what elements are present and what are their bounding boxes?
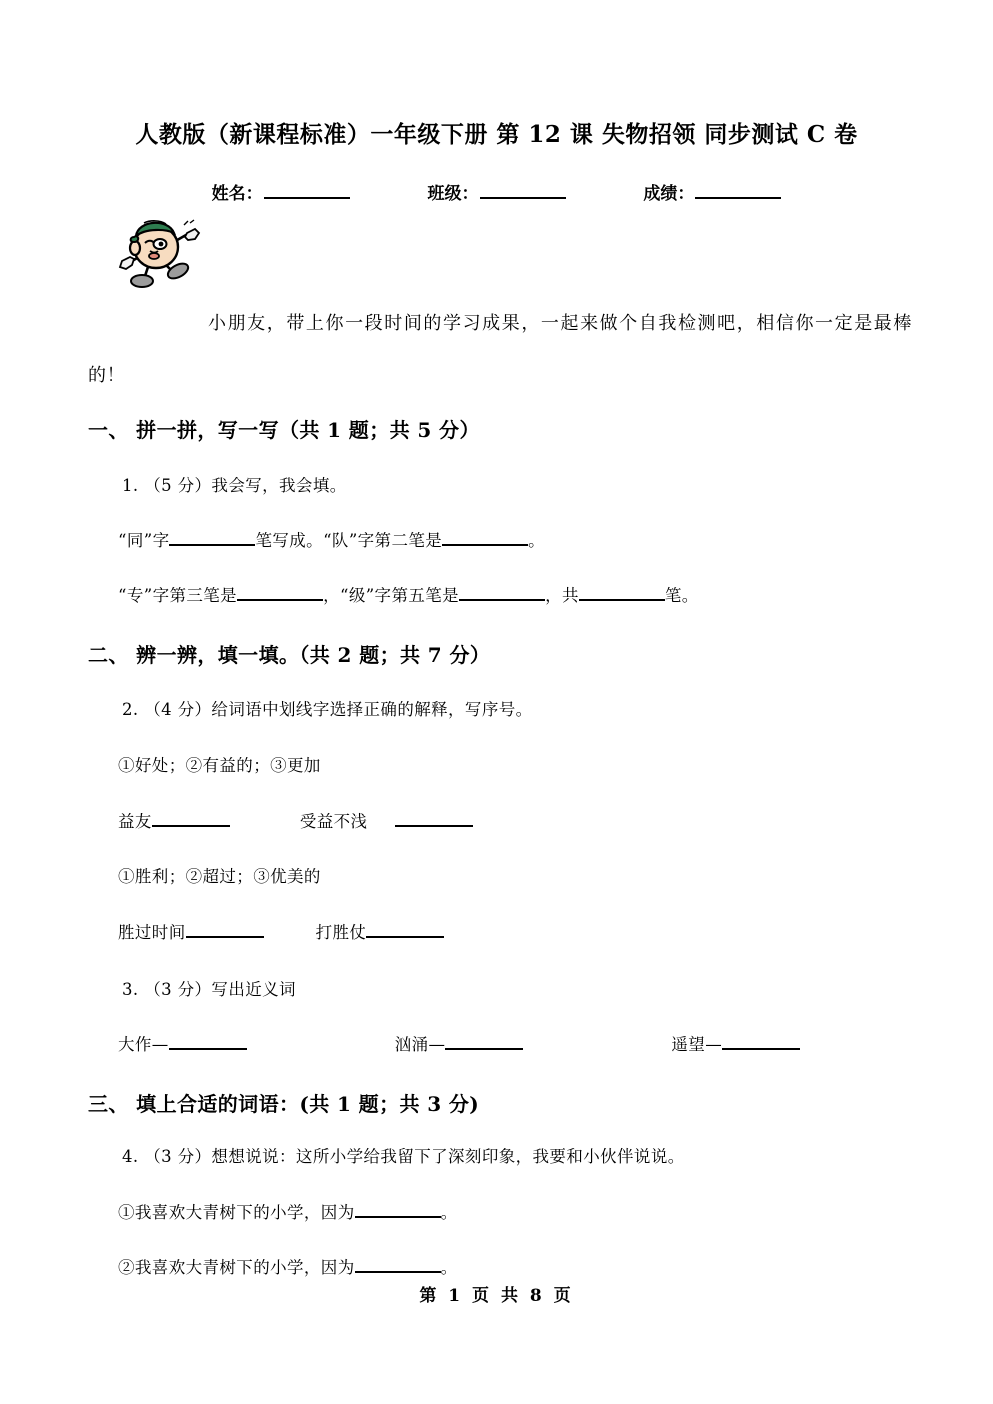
- question-2-choices-1: ①好处；②有益的；③更加: [118, 756, 321, 775]
- q2-item1-left-label: 益友: [118, 812, 152, 831]
- q1-l2-part-c: ，共: [545, 586, 579, 605]
- q2-item2-right-blank[interactable]: [366, 921, 444, 938]
- student-score-label: 成绩：: [643, 184, 695, 204]
- q1-l1-part-c: 。: [528, 531, 546, 550]
- student-class-blank[interactable]: [480, 180, 566, 199]
- q1-l2-part-a: “专”字第三笔是: [118, 586, 238, 605]
- q3-synonym-2-blank[interactable]: [445, 1033, 523, 1050]
- question-4-line-2: [118, 1254, 458, 1278]
- question-2-choices-2: ①胜利；②超过；③优美的: [118, 867, 321, 886]
- q2-item2-left-label: 胜过时间: [118, 923, 186, 942]
- q4-l2-period: 。: [440, 1258, 458, 1277]
- student-class-field[interactable]: [428, 180, 566, 207]
- question-2-items-2: [118, 919, 444, 943]
- question-1-stem: 1. （5 分）我会写，我会填。: [122, 476, 347, 495]
- q4-l1-period: 。: [440, 1203, 458, 1222]
- q1-l2-part-b: ，“级”字第五笔是: [323, 586, 460, 605]
- q4-l2-blank[interactable]: [355, 1256, 441, 1273]
- q2-item2-right-label: 打胜仗: [315, 923, 367, 942]
- q1-l2-blank-1[interactable]: [237, 584, 323, 601]
- student-class-label: 班级：: [427, 184, 479, 204]
- q1-l2-part-d: 笔。: [664, 586, 699, 605]
- q2-item1-right-blank[interactable]: [395, 810, 473, 827]
- student-score-blank[interactable]: [695, 180, 781, 199]
- identity-row: [0, 180, 993, 207]
- section-heading-1: 一、 拼一拼，写一写（共 1 题；共 5 分）: [88, 418, 480, 442]
- question-2-items-1: [118, 808, 473, 832]
- section-heading-2: 二、 辨一辨，填一填。（共 2 题；共 7 分）: [88, 643, 491, 667]
- student-score-field[interactable]: [643, 180, 781, 207]
- student-name-label: 姓名：: [211, 184, 263, 204]
- question-1-line-2: [118, 582, 699, 606]
- page-title: 人教版（新课程标准）一年级下册 第 12 课 失物招领 同步测试 C 卷: [135, 121, 858, 148]
- page-footer: 第 1 页 共 8 页: [419, 1286, 574, 1306]
- intro-paragraph: 小朋友，带上你一段时间的学习成果，一起来做个自我检测吧，相信你一定是最棒的！: [88, 313, 912, 386]
- cartoon-boy-illustration: [112, 209, 204, 291]
- student-name-field[interactable]: [212, 180, 350, 207]
- q1-l1-blank-1[interactable]: [169, 529, 255, 546]
- question-3-stem: 3. （3 分）写出近义词: [122, 980, 296, 999]
- q1-l1-part-a: “同”字: [118, 531, 170, 550]
- q2-item2-left-blank[interactable]: [186, 921, 264, 938]
- q1-l1-part-b: 笔写成。“队”字第二笔是: [255, 531, 443, 550]
- q2-item1-right-label: 受益不浅: [299, 812, 368, 831]
- question-4-line-1: [118, 1199, 458, 1223]
- question-1-line-1: [118, 527, 545, 551]
- q1-l2-blank-2[interactable]: [459, 584, 545, 601]
- q3-synonym-1-blank[interactable]: [169, 1033, 247, 1050]
- question-4-stem: 4. （3 分）想想说说：这所小学给我留下了深刻印象，我要和小伙伴说说。: [122, 1147, 685, 1166]
- q2-item1-left-blank[interactable]: [152, 810, 230, 827]
- student-name-blank[interactable]: [264, 180, 350, 199]
- q1-l1-blank-2[interactable]: [442, 529, 528, 546]
- question-3-synonyms: [118, 1031, 800, 1055]
- q4-l2-label: ②我喜欢大青树下的小学，因为: [118, 1258, 355, 1277]
- q4-l1-label: ①我喜欢大青树下的小学，因为: [118, 1203, 355, 1222]
- q3-synonym-3-blank[interactable]: [722, 1033, 800, 1050]
- q1-l2-blank-3[interactable]: [579, 584, 665, 601]
- question-2-stem: 2. （4 分）给词语中划线字选择正确的解释，写序号。: [122, 700, 533, 719]
- q3-synonym-3-label: 遥望—: [671, 1035, 723, 1054]
- q3-synonym-2-label: 汹涌—: [394, 1035, 446, 1054]
- section-heading-3: 三、 填上合适的词语：(共 1 题；共 3 分): [88, 1092, 480, 1116]
- q3-synonym-1-label: 大作—: [118, 1035, 169, 1054]
- q4-l1-blank[interactable]: [355, 1201, 441, 1218]
